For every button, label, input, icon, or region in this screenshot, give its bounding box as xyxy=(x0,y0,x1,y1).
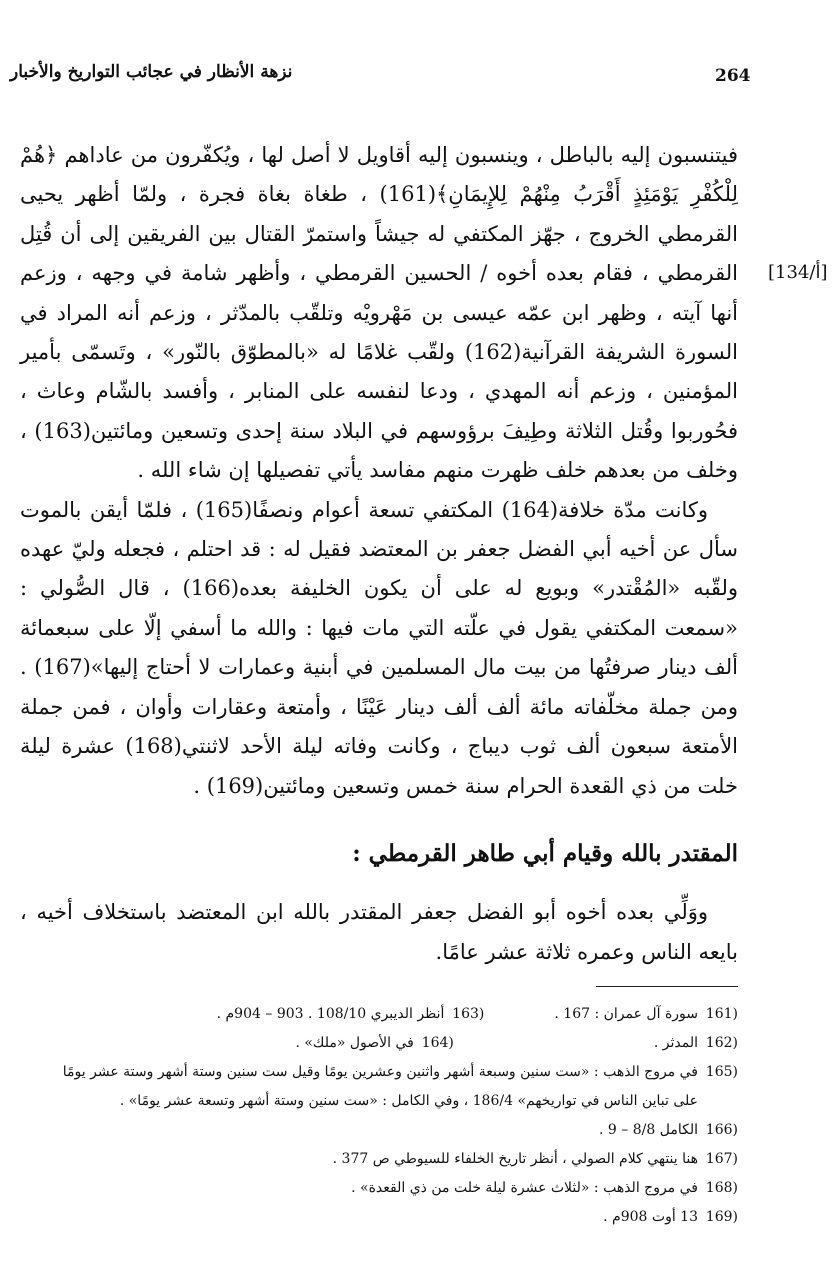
footnote-text: في الأصول «ملك» . xyxy=(295,1035,414,1051)
footnote-number: (164 xyxy=(421,1035,454,1051)
paragraph-2: وكانت مدّة خلافة(164) المكتفي تسعة أعوام ونصفًا(165) ، فلمّا أيقن بالموت سأل عن أخيه أبي الفضل جعفر بن المعتضد فقيل له : قد احتلم ، فجعله وليّ عهده ولقّبه «المُقْتدر» وبويع له على أن يكون الخليفة بعده(166) ، قال الصُّولي : «سمعت المكتفي يقول في علّته التي مات فيها : والله ما أسفي إلّا على سبعمائة ألف دينار صرفتُها من بيت مال المسلمين في أبنية وعمارات لا أحتاج إليها»(167) . ومن جملة مخلّفاته مائة ألف ألف دينار عَيْنًا ، وأمتعة وعقارات وأوان ، فمن جملة الأمتعة سبعون ألف ثوب ديباج ، وكانت وفاته ليلة الأحد لاثنتي(168) عشرة ليلة خلت من ذي القعدة الحرام سنة خمس وتسعين ومائتين(169) . xyxy=(20,497,739,798)
footnote-text: أنظر الديبري 108/10 . 903 – 904م . xyxy=(216,1006,445,1022)
footnote-row xyxy=(20,1029,738,1058)
footnote-row xyxy=(20,1116,738,1145)
footnote-text: في مروج الذهب : «ست سنين وسبعة أشهر واثنين وعشرين يومًا وقيل ست سنين وستة أشهر وستة عشر يومًا xyxy=(62,1064,698,1080)
footnote-number: (166 xyxy=(705,1122,738,1138)
footnote-text: هنا ينتهي كلام الصولي ، أنظر تاريخ الخلفاء للسيوطي ص 377 . xyxy=(332,1151,698,1167)
footnote-continuation: على تباين الناس في تواريخهم» 186/4 ، وفي الكامل : «ست سنين وستة أشهر وتسعة عشر يومًا» . xyxy=(119,1093,698,1109)
footnote-text: 13 أوت 908م . xyxy=(603,1209,698,1225)
footnote-separator xyxy=(596,986,738,987)
running-header-title: نزهة الأنظار في عجائب التواريخ والأخبار xyxy=(10,62,293,82)
footnote-text: المدثر . xyxy=(653,1035,698,1051)
footnote-number: (165 xyxy=(705,1064,738,1080)
footnote-row xyxy=(20,1000,738,1029)
footnote-number: (163 xyxy=(452,1006,485,1022)
margin-folio-reference: [134/أ] xyxy=(768,262,828,283)
paragraph-1: فيتنسبون إليه بالباطل ، وينسبون إليه أقاويل لا أصل لها ، ويُكفّرون من عاداهم ﴿هُمْ لِلْكُفْرِ يَوْمَئِذٍ أَقْرَبُ مِنْهُمْ لِلإِيمَانِ﴾(161) ، طغاة بغاة فجرة ، ولمّا أظهر يحيى القرمطي الخروج ، جهّز المكتفي له جيشاً واستمرّ القتال بين الفريقين إلى أن قُتِل القرمطي ، فقام بعده أخوه / الحسين القرمطي ، وأظهر شامة في وجهه ، وزعم أنها آيته ، وظهر ابن عمّه عيسى بن مَهْرويْه وتلقّب بالمدّثر ، وزعم أنه المراد في السورة الشريفة القرآنية(162) ولقّب غلامًا له «بالمطوّق بالنّور» ، وتَسمّى بأمير المؤمنين ، وزعم أنه المهدي ، ودعا لنفسه على المنابر ، وأفسد بالشّام وعاث ، فحُوربوا وقُتل الثلاثة وطِيفَ برؤوسهم في البلاد سنة إحدى وتسعين ومائتين(163) ، وخلف من بعدهم خلف ظهرت منهم مفاسد يأتي تفصيلها إن شاء الله . xyxy=(20,143,738,483)
footnote-row xyxy=(20,1174,738,1203)
footnote-number: (169 xyxy=(705,1209,738,1225)
footnote-number: (168 xyxy=(705,1180,738,1196)
page-number: 264 xyxy=(715,66,751,86)
paragraph-3: ووَلِّي بعده أخوه أبو الفضل جعفر المقتدر بالله ابن المعتضد باستخلاف أخيه ، بايعه الناس وعمره ثلاثة عشر عامًا. xyxy=(20,900,738,964)
footnote-text: سورة آل عمران : 167 . xyxy=(554,1006,698,1022)
footnotes xyxy=(20,1000,738,1232)
footnote-number: (162 xyxy=(705,1035,738,1051)
footnote-text: الكامل 8/8 – 9 . xyxy=(599,1122,698,1138)
main-text xyxy=(20,136,738,806)
footnote-text: في مروج الذهب : «لثلاث عشرة ليلة خلت من ذي القعدة» . xyxy=(351,1180,698,1196)
footnote-row xyxy=(20,1203,738,1232)
section-heading: المقتدر بالله وقيام أبي طاهر القرمطي : xyxy=(352,840,738,867)
footnote-row xyxy=(20,1058,738,1087)
footnote-number: (167 xyxy=(705,1151,738,1167)
footnote-number: (161 xyxy=(705,1006,738,1022)
footnote-row xyxy=(20,1145,738,1174)
